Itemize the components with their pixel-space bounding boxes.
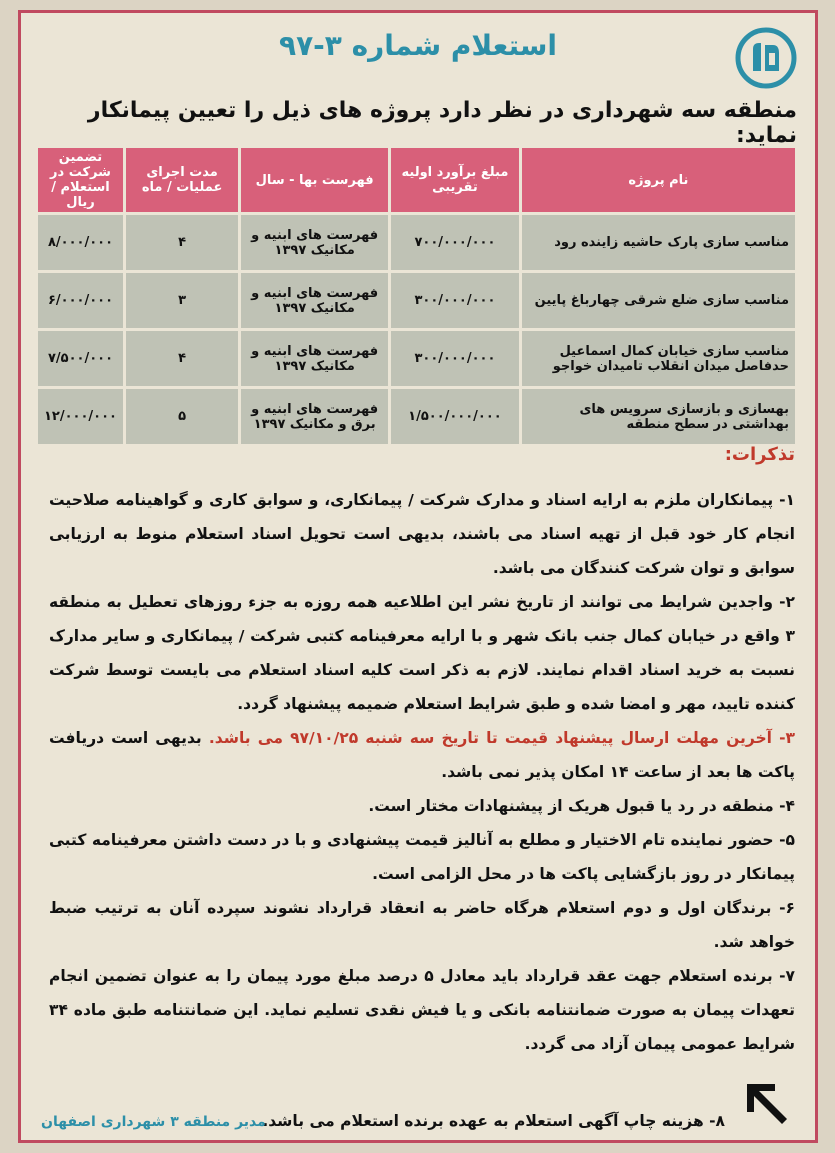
cell-guarantee: ۸/۰۰۰/۰۰۰ [38,215,123,270]
cell-project-name: بهسازی و بازسازی سرویس های بهداشتی در سطح منطقه [522,389,795,444]
cell-price-list: فهرست های ابنیه و مکانیک ۱۳۹۷ [241,215,388,270]
cell-duration: ۴ [126,215,238,270]
header-estimate: مبلغ برآورد اولیه تقریبی [391,148,519,212]
note-item-8: ۸- هزینه چاپ آگهی استعلام به عهده برنده استعلام می باشد. [262,1112,725,1130]
header-guarantee: تضمین شرکت در استعلام / ریال [38,148,123,212]
cell-price-list: فهرست های ابنیه و برق و مکانیک ۱۳۹۷ [241,389,388,444]
note-item-1: ۱- پیمانکاران ملزم به ارایه اسناد و مدارک شرکت / پیمانکاری، و سوابق کاری و گواهینامه صلاحیت انجام کار خود قبل از تهیه اسناد می باشند، بدیهی است تحویل اسناد استعلام منوط به ارزیابی سوابق و توان شرکت کنندگان می باشد. [49,491,795,577]
cell-project-name: مناسب سازی خیابان کمال اسماعیل حدفاصل میدان انقلاب تامیدان خواجو [522,331,795,386]
notes-body [49,483,795,1061]
note-item-3 [49,721,795,789]
note-item-4: ۴- منطقه در رد یا قبول هریک از پیشنهادات مختار است. [368,797,795,815]
table-row [38,273,795,328]
cell-duration: ۴ [126,331,238,386]
header-duration: مدت اجرای عملیات / ماه [126,148,238,212]
cell-guarantee: ۱۲/۰۰۰/۰۰۰ [38,389,123,444]
page-subtitle: منطقه سه شهرداری در نظر دارد پروژه های ذیل را تعیین پیمانکار نماید: [87,98,797,148]
deadline-detail: بدیهی است دریافت پاکت ها بعد از ساعت ۱۴ امکان پذیر نمی باشد. [49,729,795,781]
cell-duration: ۳ [126,273,238,328]
deadline-text: ۳- آخرین مهلت ارسال پیشنهاد قیمت تا تاریخ سه شنبه ۹۷/۱۰/۲۵ می باشد. [208,729,796,747]
cell-estimate: ۱/۵۰۰/۰۰۰/۰۰۰ [391,389,519,444]
advertisement-page [18,10,818,1143]
cell-duration: ۵ [126,389,238,444]
cell-estimate: ۳۰۰/۰۰۰/۰۰۰ [391,331,519,386]
header-price-list: فهرست بها - سال [241,148,388,212]
cell-estimate: ۳۰۰/۰۰۰/۰۰۰ [391,273,519,328]
cell-guarantee: ۶/۰۰۰/۰۰۰ [38,273,123,328]
projects-table [35,145,798,447]
table-row [38,389,795,444]
cell-price-list: فهرست های ابنیه و مکانیک ۱۳۹۷ [241,331,388,386]
signature: مدیر منطقه ۳ شهرداری اصفهان [41,1114,266,1130]
table-row [38,331,795,386]
table-header-row [38,148,795,212]
cell-project-name: مناسب سازی پارک حاشیه زاینده رود [522,215,795,270]
note-item-7: ۷- برنده استعلام جهت عقد قرارداد باید معادل ۵ درصد مبلغ مورد پیمان را به عنوان تضمین انجام تعهدات پیمان به صورت ضمانتنامه بانکی و یا فیش نقدی تسلیم نماید. این ضمانتنامه طبق ماده ۳۴ شرایط عمومی پیمان آزاد می گردد. [49,967,795,1053]
note-item-6: ۶- برندگان اول و دوم استعلام هرگاه حاضر به انعقاد قرارداد نشوند سپرده آنان به ترتیب ضبط خواهد شد. [49,899,795,951]
table-row [38,215,795,270]
note-item-2: ۲- واجدین شرایط می توانند از تاریخ نشر این اطلاعیه همه روزه به جزء روزهای تعطیل به منطقه ۳ واقع در خیابان کمال جنب بانک شهر و با ارایه معرفینامه کتبی شرکت / پیمانکاری و سایر مدارک نسبت به خرید اسناد اقدام نمایند. لازم به ذکر است کلیه اسناد استعلام می بایست توسط شرکت کننده تایید، مهر و امضا شده و طبق شرایط استعلام ضمیمه پیشنهاد گردد. [49,593,795,713]
notes-heading: تذکرات: [724,444,795,465]
header-project-name: نام پروژه [522,148,795,212]
cell-estimate: ۷۰۰/۰۰۰/۰۰۰ [391,215,519,270]
cell-price-list: فهرست های ابنیه و مکانیک ۱۳۹۷ [241,273,388,328]
cell-project-name: مناسب سازی ضلع شرقی چهارباغ پایین [522,273,795,328]
page-title: استعلام شماره ۳-۹۷ [278,29,558,62]
cell-guarantee: ۷/۵۰۰/۰۰۰ [38,331,123,386]
municipality-logo-icon [735,27,797,89]
arrow-icon [737,1074,795,1132]
note-item-5: ۵- حضور نماینده تام الاختیار و مطلع به آنالیز قیمت پیشنهادی و با در دست داشتن معرفینامه کتبی پیمانکار در روز بازگشایی پاکت ها در محل الزامی است. [49,831,795,883]
